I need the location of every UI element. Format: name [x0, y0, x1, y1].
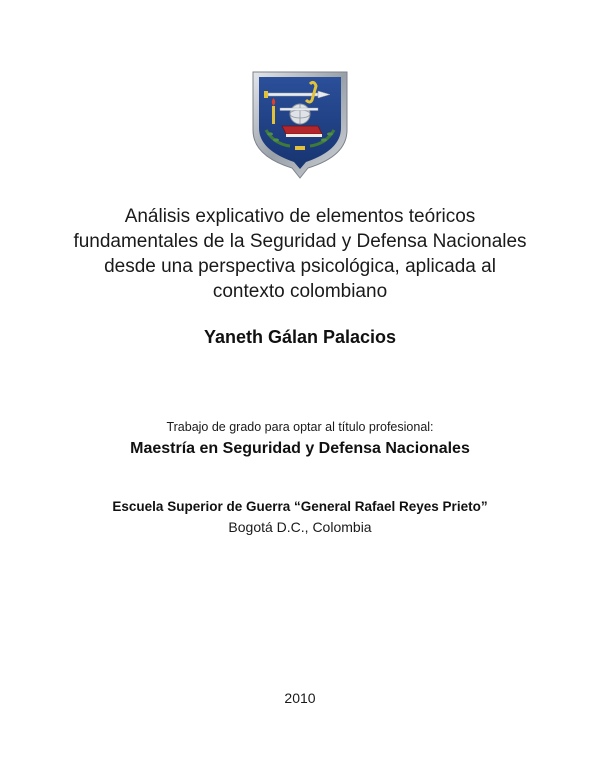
title-line: desde una perspectiva psicológica, aplicada al	[104, 256, 496, 277]
crest-emblem-icon	[250, 70, 350, 180]
title-line: Análisis explicativo de elementos teóricos	[124, 206, 476, 227]
city-location: Bogotá D.C., Colombia	[228, 519, 372, 535]
title-line: fundamentales de la Seguridad y Defensa Nacionales	[73, 231, 527, 252]
degree-title: Maestría en Seguridad y Defensa Nacionales	[130, 440, 470, 457]
publication-year: 2010	[284, 690, 316, 706]
degree-purpose-text: Trabajo de grado para optar al título profesional:	[166, 420, 434, 434]
author-name: Yaneth Gálan Palacios	[203, 327, 397, 347]
thesis-title	[40, 204, 560, 304]
title-line: contexto colombiano	[212, 281, 388, 302]
school-name: Escuela Superior de Guerra “General Rafael Reyes Prieto”	[112, 499, 488, 514]
